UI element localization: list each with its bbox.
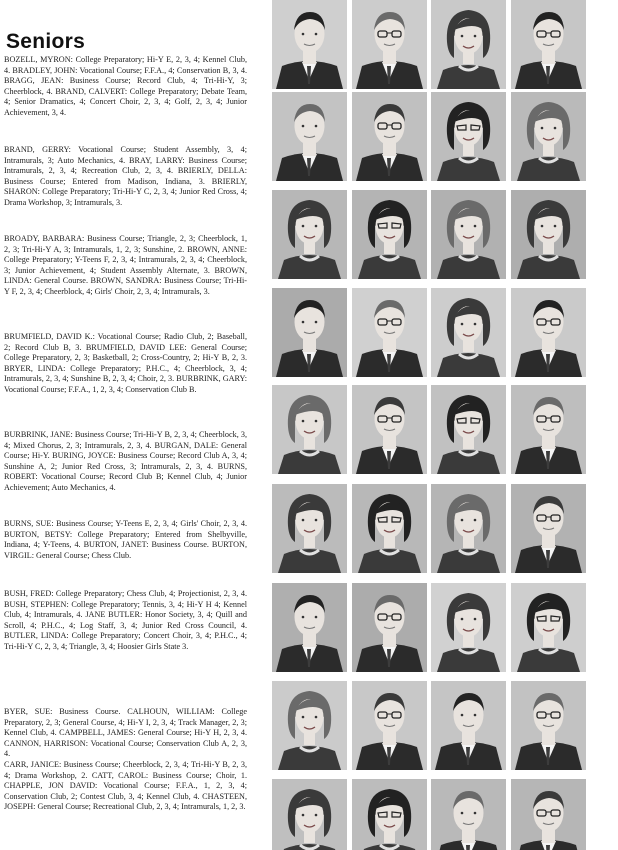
senior-portrait-photo [272,484,347,573]
senior-portrait-photo [272,190,347,279]
senior-portrait-photo [431,681,506,770]
senior-portrait-photo [511,681,586,770]
senior-portrait-photo [431,385,506,474]
senior-entry: BRUMFIELD, DAVID K.: Vocational Course; Radio Club, 2; Baseball, 2; Record Club B, 3. BRUMFIELD, DAVID LEE: General Course; College Preparatory, 2, 3; Basketball, 2; Cross-Country, 2; Hi-Y B, 2, 3. BRYER, LINDA: College Preparatory; P.H.C., 4; Cheerblock, 3, 4; Intramurals, 2, 3, 4; Sunshine B, 2, 3, 4; Choir, 2, 3. BURBRINK, GARY: Vocational Course; F.F.A., 1, 2, 3, 4; Conservation Club B. [4,332,247,394]
senior-portrait-photo [352,0,427,89]
senior-portrait-photo [511,92,586,181]
senior-portrait-photo [511,385,586,474]
senior-entry: BROADY, BARBARA: Business Course; Triangle, 2, 3; Cheerblock, 1, 2, 3; Tri-Hi-Y A, 3; Intramurals, 1, 2, 3; Sunshine, 2. BROWN, ANNE: College Preparatory; Y-Teens F, 2, 3, 4; Intramurals, 2, 3, 4; Cheerblock, 3; Junior Achievement, 4; Student Assembly Alternate, 3. BROWN, LINDA: General Course. BROWN, SANDRA: Business Course; Tri-Hi-Y F, 2, 3, 4; Cheerblock, 4; Girls' Choir, 2, 3, 4; Intramurals, 3. [4,234,247,296]
senior-entry: BOZELL, MYRON: College Preparatory; Hi-Y E, 2, 3, 4; Kennel Club, 4. BRADLEY, JOHN: Vocational Course; F.F.A., 4; Conservation B, 3, 4. BRAGG, JEAN: Business Course; Record Club, 4; Tri-Hi-Y, 3; Cheerblock, 4. BRAND, CALVERT: College Preparatory; Debate Team, 4; Senior Dramatics, 4; Concert Choir, 2, 3, 4; Golf, 2, 3, 4; Junior Achievement, 3, 4. [4,55,247,117]
senior-portrait-photo [431,92,506,181]
senior-portrait-photo [352,583,427,672]
senior-portrait-photo [352,92,427,181]
senior-entry: BRAND, GERRY: Vocational Course; Student Assembly, 3, 4; Intramurals, 3; Auto Mechanics, 4. BRAY, LARRY: Business Course; Intramurals, 2, 3, 4; Recreation Club, 2, 3, 4. BRIERLY, DELLA: Business Course; Entered from Madison, Indiana, 3. BRIERLY, SHARON: College Preparatory; Tri-Hi-Y C, 2, 3, 4; Junior Red Cross, 4; Drama Workshop, 3; Intramurals, 3. [4,145,247,207]
section-heading: Seniors [6,30,86,53]
senior-portrait-photo [272,385,347,474]
senior-portrait-photo [352,779,427,850]
senior-portrait-photo [352,681,427,770]
senior-portrait-photo [511,484,586,573]
senior-entry: CARR, JANICE: Business Course; Cheerblock, 2, 3, 4; Tri-Hi-Y B, 2, 3, 4; Drama Workshop, 2. CATT, CAROL: Business Course; Choir, 1. CHAPPLE, JON DAVID: Vocational Course; F.F.A., 1, 2, 3, 4; Conservation Club, 2; Contest Club, 3, 4; Kennel Club, 4. CHASTEEN, JOSEPH: General Course; Recreational Club, 2, 3, 4; Intramurals, 1, 2, 3. [4,760,247,812]
senior-portrait-photo [431,484,506,573]
senior-portrait-photo [272,583,347,672]
senior-portrait-photo [511,0,586,89]
senior-portrait-photo [272,288,347,377]
senior-entry: BUSH, FRED: College Preparatory; Chess Club, 4; Projectionist, 2, 3, 4. BUSH, STEPHEN: College Preparatory; Tennis, 3, 4; Hi-Y H 4; Kennel Club, 4; Intramurals, 4. JANE BUTLER: Honor Society, 3, 4; Quill and Scroll, 4; P.H.C., 4; Log Staff, 3, 4; Junior Red Cross Council, 4. BUTLER, LINDA: College Preparatory; Concert Choir, 3, 4; P.H.C., 4; Tri-Hi-Y C, 2, 3, 4; Triangle, 3, 4; Hoosier Girls State 3. [4,589,247,651]
text-column [4,30,247,55]
senior-portrait-photo [511,190,586,279]
senior-portrait-photo [272,779,347,850]
senior-portrait-photo [272,92,347,181]
senior-portrait-photo [431,288,506,377]
photo-grid [272,0,584,850]
senior-portrait-photo [511,779,586,850]
senior-portrait-photo [352,288,427,377]
senior-portrait-photo [511,288,586,377]
senior-portrait-photo [431,779,506,850]
senior-entry: BYER, SUE: Business Course. CALHOUN, WILLIAM: College Preparatory, 2, 3; General Course, 4; Hi-Y I, 2, 3, 4; Track Manager, 2, 3; Kennel Club, 4. CAMPBELL, JAMES: General Course; Hi-Y H, 2, 3, 4. CANNON, HARRISON: Vocational Course; Conservation Club A, 2, 3, 4. [4,707,247,759]
senior-portrait-photo [431,583,506,672]
senior-portrait-photo [511,583,586,672]
senior-portrait-photo [352,484,427,573]
senior-entry: BURBRINK, JANE: Business Course; Tri-Hi-Y B, 2, 3, 4; Cheerblock, 3, 4; Mixed Chorus, 2, 3; Intramurals, 2, 3, 4. BURGAN, DALE: General Course; Hi-Y. BURING, JOYCE: Business Course; Record Club A, 3, 4; Sunshine A, 2; Junior Red Cross, 3; Intramurals, 2, 3, 4. BURNS, ROBERT: Vocational Course; Record Club B; Kennel Club, 4; Junior Achievement; Auto Mechanics, 4. [4,430,247,492]
senior-portrait-photo [272,681,347,770]
senior-portrait-photo [352,385,427,474]
senior-entry: BURNS, SUE: Business Course; Y-Teens E, 2, 3, 4; Girls' Choir, 2, 3, 4. BURTON, BETSY: College Preparatory; Entered from Shelbyville, Indiana, 4; Y-Teens, 4. BURTON, JANET: Business Course. BURTON, VIRGIL: General Course; Chess Club. [4,519,247,560]
senior-portrait-photo [431,190,506,279]
senior-portrait-photo [431,0,506,89]
senior-portrait-photo [352,190,427,279]
senior-portrait-photo [272,0,347,89]
